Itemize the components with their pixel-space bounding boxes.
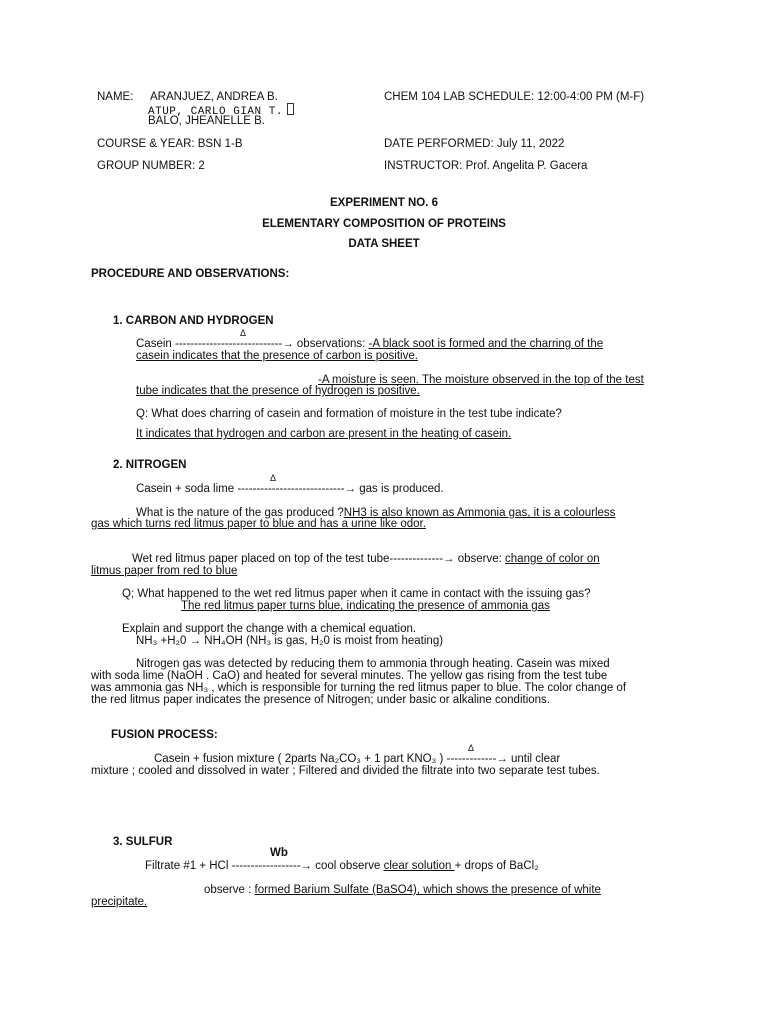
name-label: NAME:	[97, 91, 134, 103]
gas-nature-question: What is the nature of the gas produced ?NH3 is also known as Ammonia gas, it is a colourless	[136, 507, 616, 519]
group-number: GROUP NUMBER: 2	[97, 160, 205, 172]
date-performed: DATE PERFORMED: July 11, 2022	[384, 138, 565, 150]
delta-symbol: Δ	[240, 328, 247, 338]
litmus-question: Q; What happened to the wet red litmus paper when it came in contact with the issuing gas?	[122, 588, 591, 600]
nitrogen-paragraph-line: with soda lime (NaOH . CaO) and heated for several minutes. The yellow gas rising from the test tube	[91, 670, 608, 682]
delta-symbol: Δ	[468, 743, 475, 753]
explain-prompt: Explain and support the change with a chemical equation.	[122, 623, 417, 635]
course-year: COURSE & YEAR: BSN 1-B	[97, 138, 243, 150]
gas-nature-answer: gas which turns red litmus paper to blue and has a urine like odor.	[91, 518, 426, 530]
nitrogen-heading: 2. NITROGEN	[113, 459, 187, 471]
sulfur-observation-cont: precipitate.	[91, 896, 148, 908]
handwritten-wb: Wb	[270, 847, 288, 859]
experiment-topic: ELEMENTARY COMPOSITION OF PROTEINS	[262, 218, 506, 230]
procedure-heading: PROCEDURE AND OBSERVATIONS:	[91, 268, 290, 280]
data-sheet-title: DATA SHEET	[348, 238, 420, 250]
hydrogen-observation-cont: tube indicates that the presence of hydrogen is positive.	[136, 385, 420, 397]
carbon-observation-cont: casein indicates that the presence of carbon is positive.	[136, 350, 418, 362]
nitrogen-paragraph-line: Nitrogen gas was detected by reducing them to ammonia through heating. Casein was mixed	[136, 658, 610, 670]
text-cursor-icon	[287, 103, 294, 115]
carbon-hydrogen-heading: 1. CARBON AND HYDROGEN	[113, 315, 274, 327]
sulfur-heading: 3. SULFUR	[113, 836, 173, 848]
fusion-procedure-cont: mixture ; cooled and dissolved in water ; Filtered and divided the filtrate into two separate test tubes.	[91, 765, 600, 777]
delta-symbol: Δ	[270, 473, 277, 483]
carbon-observation-line: Casein ----------------------------→ observations: -A black soot is formed and the charring of the	[136, 338, 604, 350]
litmus-answer: The red litmus paper turns blue, indicating the presence of ammonia gas	[181, 600, 550, 612]
fusion-heading: FUSION PROCESS:	[111, 729, 218, 741]
carbon-answer: It indicates that hydrogen and carbon are present in the heating of casein.	[136, 428, 512, 440]
chemical-equation: NH₃ +H₂0 → NH₄OH (NH₃ is gas, H₂0 is moist from heating)	[136, 635, 444, 647]
student-name-2: ATUP, CARLO GIAN T.	[148, 103, 294, 119]
sulfur-observation: observe : formed Barium Sulfate (BaSO4), which shows the presence of white	[204, 884, 601, 896]
nitrogen-reaction: Casein + soda lime ----------------------------→ gas is produced.	[136, 483, 444, 495]
student-name-1: ARANJUEZ, ANDREA B.	[150, 91, 278, 103]
hydrogen-observation: -A moisture is seen. The moisture observed in the top of the test	[318, 374, 644, 386]
litmus-observation: Wet red litmus paper placed on top of the test tube--------------→ observe: change of color on	[132, 553, 600, 565]
litmus-observation-cont: litmus paper from red to blue	[91, 565, 238, 577]
experiment-title: EXPERIMENT NO. 6	[330, 197, 438, 209]
instructor: INSTRUCTOR: Prof. Angelita P. Gacera	[384, 160, 588, 172]
lab-schedule: CHEM 104 LAB SCHEDULE: 12:00-4:00 PM (M-F)	[384, 91, 645, 103]
nitrogen-paragraph-line: was ammonia gas NH₃ , which is responsible for turning the red litmus paper to blue. The color change of	[91, 682, 627, 694]
student-name-3: BALO, JHEANELLE B.	[148, 115, 265, 127]
sulfur-procedure: Filtrate #1 + HCl ------------------→ cool observe clear solution + drops of BaCl₂	[145, 860, 539, 872]
nitrogen-paragraph-line: the red litmus paper indicates the presence of Nitrogen; under basic or alkaline conditions.	[91, 694, 550, 706]
fusion-procedure: Casein + fusion mixture ( 2parts Na₂CO₃ + 1 part KNO₃ ) -------------→ until clear	[154, 753, 561, 765]
carbon-question: Q: What does charring of casein and formation of moisture in the test tube indicate?	[136, 408, 562, 420]
